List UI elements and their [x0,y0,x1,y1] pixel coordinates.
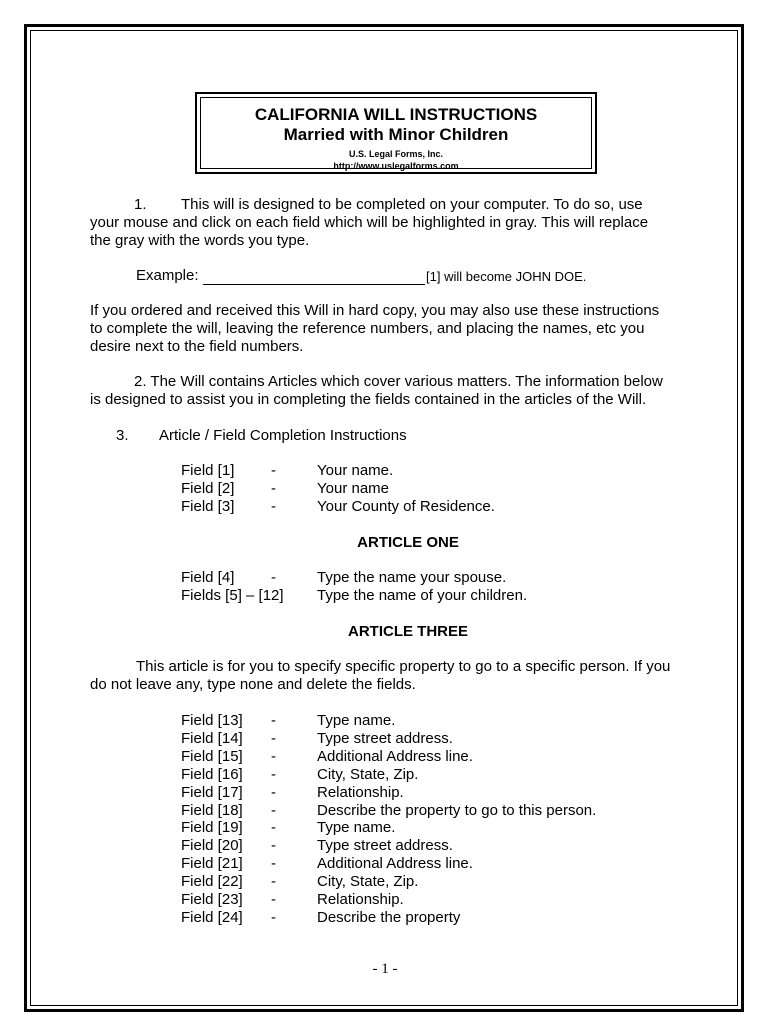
title-box [195,92,597,174]
field-description: Type the name of your children. [317,587,528,604]
field-label: Field [13] [181,712,243,729]
field-dash: - [271,712,276,729]
article-three-intro-line1: This article is for you to specify specific property to go to a specific person. If you [136,658,671,675]
field-label: Field [23] [181,891,243,908]
field-dash: - [271,569,276,586]
para1-number: 1. [134,196,147,213]
section3-title: Article / Field Completion Instructions [159,427,407,444]
field-row [181,498,681,516]
para1-line3: the gray with the words you type. [90,232,310,249]
field-label: Field [15] [181,747,243,765]
field-label: Field [24] [181,908,243,926]
field-description: City, State, Zip. [317,873,419,891]
field-label: Field [20] [181,837,243,855]
field-description: Your County of Residence. [317,498,495,515]
field-row [181,462,681,480]
field-label: Field [3] [181,498,235,515]
field-label: Field [22] [181,873,243,891]
field-row [181,802,681,820]
field-row [181,712,681,730]
hardcopy-line2: to complete the will, leaving the reference numbers, and placing the names, etc you [90,320,645,337]
article-three-intro-line2: do not leave any, type none and delete the fields. [90,676,416,693]
field-label: Field [4] [181,569,235,586]
article-one-heading: ARTICLE ONE [357,534,459,551]
field-row [181,569,681,587]
para1-line2: your mouse and click on each field which will be highlighted in gray. This will replace [90,214,649,231]
field-row [181,855,681,873]
field-description: Type name. [317,712,396,729]
field-label: Field [21] [181,855,243,873]
document-subtitle: Married with Minor Children [283,125,509,144]
example-blank-field[interactable] [203,267,425,285]
field-dash: - [271,462,276,479]
field-description: City, State, Zip. [317,765,419,783]
section3-number: 3. [116,427,129,444]
field-label: Field [14] [181,729,243,747]
field-label: Field [17] [181,783,243,801]
para2-line2: is designed to assist you in completing the fields contained in the articles of the Will. [90,391,647,408]
example-label: Example: [136,267,199,284]
field-label: Field [19] [181,819,243,837]
field-dash: - [271,837,276,855]
field-description: Your name [317,480,389,497]
field-description: Additional Address line. [317,747,473,765]
field-dash: - [271,765,276,783]
field-description: Describe the property to go to this person. [317,801,597,819]
company-url: http://www.uslegalforms.com [333,161,459,171]
field-description: Relationship. [317,891,404,908]
field-row [181,730,681,748]
field-description: Your name. [317,462,394,479]
field-label: Field [1] [181,462,235,479]
field-description: Type street address. [317,729,453,747]
article-three-heading: ARTICLE THREE [348,623,468,640]
page-number: - 1 - [372,961,398,977]
field-row [181,480,681,498]
field-dash: - [271,908,276,926]
field-dash: - [271,891,276,908]
para1-line1: This will is designed to be completed on your computer. To do so, use [181,196,643,213]
field-description: Type name. [317,819,396,837]
field-description: Describe the property [317,908,461,926]
field-label: Field [18] [181,801,243,819]
hardcopy-line1: If you ordered and received this Will in hard copy, you may also use these instructions [90,302,660,319]
field-dash: - [271,819,276,837]
field-row [181,837,681,855]
field-label: Field [16] [181,765,243,783]
document-title: CALIFORNIA WILL INSTRUCTIONS [254,105,538,124]
field-row [181,784,681,802]
field-dash: - [271,480,276,497]
field-dash: - [271,855,276,873]
field-dash: - [271,747,276,765]
field-row [181,587,681,605]
title-box-inner [200,97,592,169]
hardcopy-line3: desire next to the field numbers. [90,338,304,355]
field-row [181,819,681,837]
field-description: Type the name your spouse. [317,569,507,586]
para2-line1: 2. The Will contains Articles which cover various matters. The information below [134,373,663,390]
field-row [181,873,681,891]
field-label: Fields [5] – [12] [181,587,284,604]
field-row [181,748,681,766]
company-name: U.S. Legal Forms, Inc. [348,149,444,159]
field-description: Type street address. [317,837,453,855]
field-dash: - [271,873,276,891]
field-dash: - [271,729,276,747]
field-description: Relationship. [317,783,404,801]
field-label: Field [2] [181,480,235,497]
field-row [181,766,681,784]
field-dash: - [271,498,276,515]
field-row [181,891,681,909]
field-row [181,909,681,927]
example-suffix: [1] will become JOHN DOE. [426,269,587,284]
field-description: Additional Address line. [317,855,473,873]
field-dash: - [271,783,276,801]
field-dash: - [271,801,276,819]
